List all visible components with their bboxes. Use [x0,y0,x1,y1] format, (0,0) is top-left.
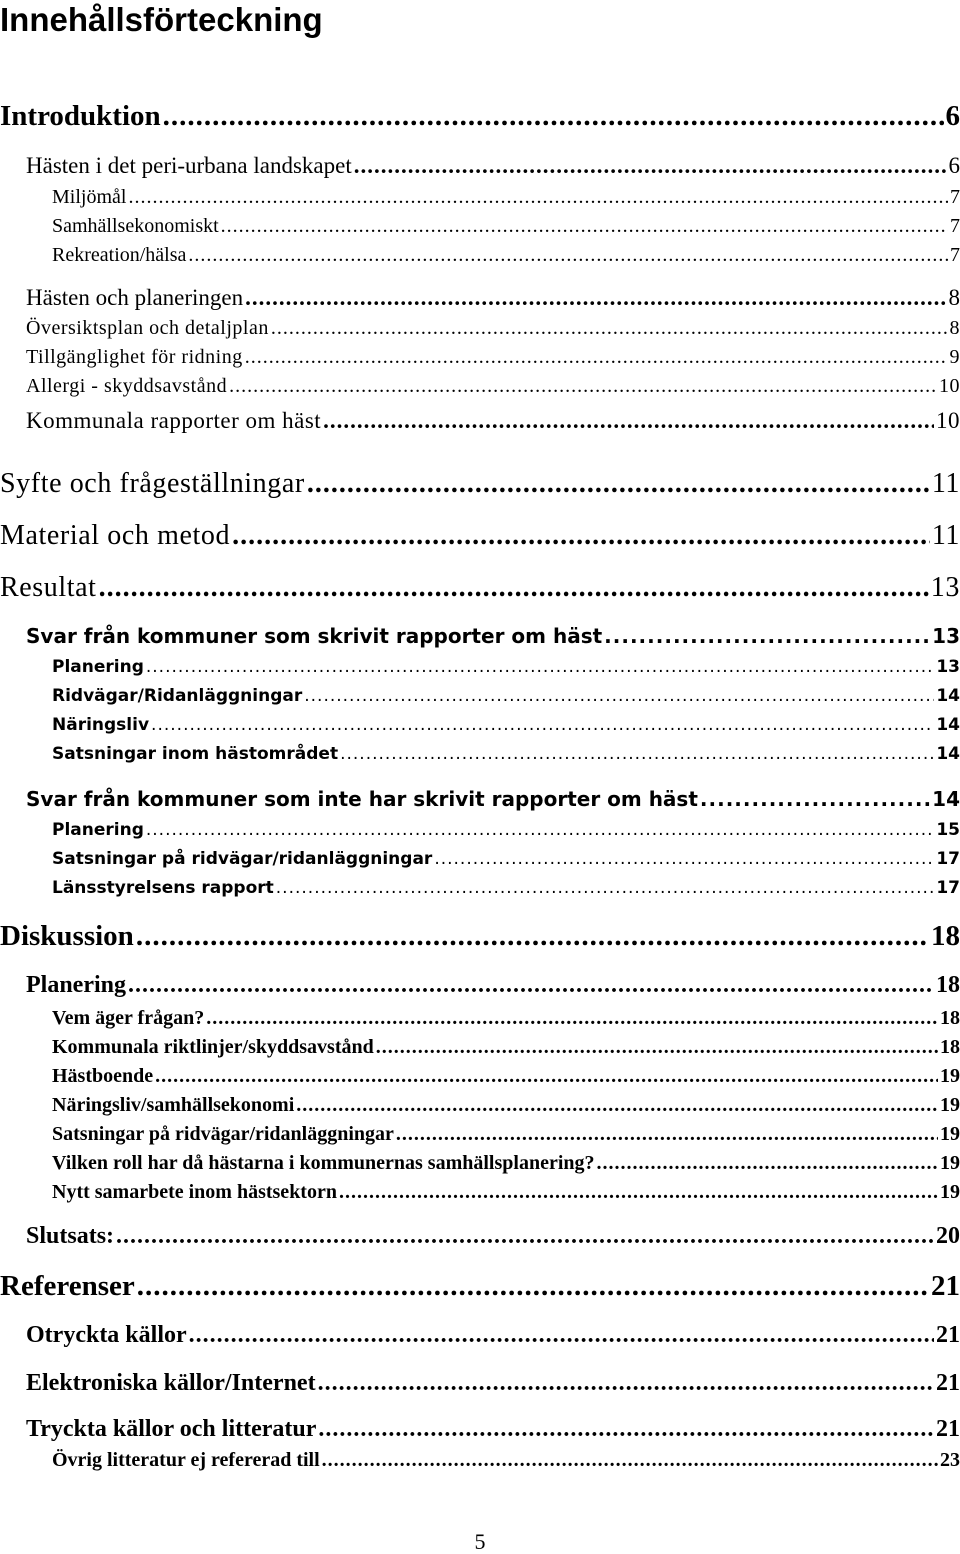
dot-leader [146,818,934,842]
toc-entry[interactable]: Kommunala riktlinjer/skyddsavstånd ..... 18 [52,1034,960,1060]
dot-leader [339,1179,938,1205]
dot-leader [128,184,948,210]
toc-entry[interactable]: Diskussion ..... 18 [0,918,960,954]
dot-leader [151,713,934,737]
toc-entry[interactable]: Översiktsplan och detaljplan ..... 8 [26,315,960,341]
toc-entry[interactable]: Syfte och frågeställningar ..... 11 [0,466,960,502]
dot-leader [232,518,930,554]
dot-leader [146,655,934,679]
toc-entry[interactable]: Kommunala rapporter om häst ..... 10 [26,406,960,436]
toc-entry[interactable]: Tryckta källor och litteratur ..... 21 [26,1414,960,1444]
dot-leader [276,876,935,900]
toc-entry[interactable]: Introduktion ..... 6 [0,98,960,134]
toc-entry[interactable]: Näringsliv ..... 14 [52,713,960,737]
dot-leader [245,344,948,370]
dot-leader [604,622,930,650]
dot-leader [700,785,930,813]
toc-entry[interactable]: Tillgänglighet för ridning ..... 9 [26,344,960,370]
toc-entry[interactable]: Satsningar på ridvägar/ridanläggningar ..... 19 [52,1121,960,1147]
dot-leader [597,1150,939,1176]
dot-leader [163,98,944,134]
dot-leader [323,406,934,436]
dot-leader [318,1414,934,1444]
dot-leader [137,1268,929,1304]
dot-leader [189,1320,934,1350]
toc-entry[interactable]: Referenser ..... 21 [0,1268,960,1304]
toc-entry[interactable]: Allergi - skyddsavstånd ..... 10 [26,373,960,399]
dot-leader [136,918,929,954]
toc-entry[interactable]: Slutsats: ..... 20 [26,1221,960,1251]
page-title: Innehållsförteckning [0,1,323,38]
dot-leader [206,1005,938,1031]
dot-leader [296,1092,938,1118]
toc-entry[interactable]: Resultat ..... 13 [0,570,960,606]
toc-entry[interactable]: Vilken roll har då hästarna i kommunernas samhällsplanering? ..... 19 [52,1150,960,1176]
toc-entry[interactable]: Otryckta källor ..... 21 [26,1320,960,1350]
toc-entry[interactable]: Hästen och planeringen ..... 8 [26,283,960,313]
toc-entry[interactable]: Nytt samarbete inom hästsektorn ..... 19 [52,1179,960,1205]
toc-entry[interactable]: Planering ..... 18 [26,970,960,1000]
page-number: 5 [474,1529,486,1554]
dot-leader [318,1368,934,1398]
toc-entry[interactable]: Samhällsekonomiskt ..... 7 [52,213,960,239]
toc-entry[interactable]: Vem äger frågan? ..... 18 [52,1005,960,1031]
dot-leader [128,970,934,1000]
dot-leader [116,1221,934,1251]
toc-entry[interactable]: Övrig litteratur ej refererad till ..... 23 [52,1447,960,1473]
dot-leader [322,1447,938,1473]
dot-leader [376,1034,938,1060]
toc-entry[interactable]: Ridvägar/Ridanläggningar ..... 14 [52,684,960,708]
toc-entry[interactable]: Satsningar på ridvägar/ridanläggningar ..... 17 [52,847,960,871]
dot-leader [99,570,929,606]
dot-leader [307,466,930,502]
dot-leader [434,847,934,871]
toc-entry[interactable]: Miljömål ..... 7 [52,184,960,210]
dot-leader [245,283,946,313]
toc-entry[interactable]: Svar från kommuner som skrivit rapporter om häst ..... 13 [26,622,960,650]
toc-entry[interactable]: Planering ..... 15 [52,818,960,842]
toc-entry[interactable]: Elektroniska källor/Internet ..... 21 [26,1368,960,1398]
toc-entry[interactable]: Rekreation/hälsa ..... 7 [52,242,960,268]
toc-entry[interactable]: Planering ..... 13 [52,655,960,679]
dot-leader [155,1063,938,1089]
dot-leader [221,213,948,239]
toc-entry[interactable]: Näringsliv/samhällsekonomi ..... 19 [52,1092,960,1118]
dot-leader [188,242,948,268]
dot-leader [340,742,934,766]
toc-entry[interactable]: Länsstyrelsens rapport ..... 17 [52,876,960,900]
toc-entry[interactable]: Material och metod ..... 11 [0,518,960,554]
dot-leader [229,373,937,399]
toc-entry[interactable]: Satsningar inom hästområdet ..... 14 [52,742,960,766]
dot-leader [271,315,948,341]
toc-entry[interactable]: Hästboende ..... 19 [52,1063,960,1089]
toc-entry[interactable]: Hästen i det peri-urbana landskapet ..... 6 [26,151,960,181]
dot-leader [304,684,934,708]
dot-leader [354,151,947,181]
dot-leader [396,1121,938,1147]
toc-entry[interactable]: Svar från kommuner som inte har skrivit rapporter om häst ..... 14 [26,785,960,813]
